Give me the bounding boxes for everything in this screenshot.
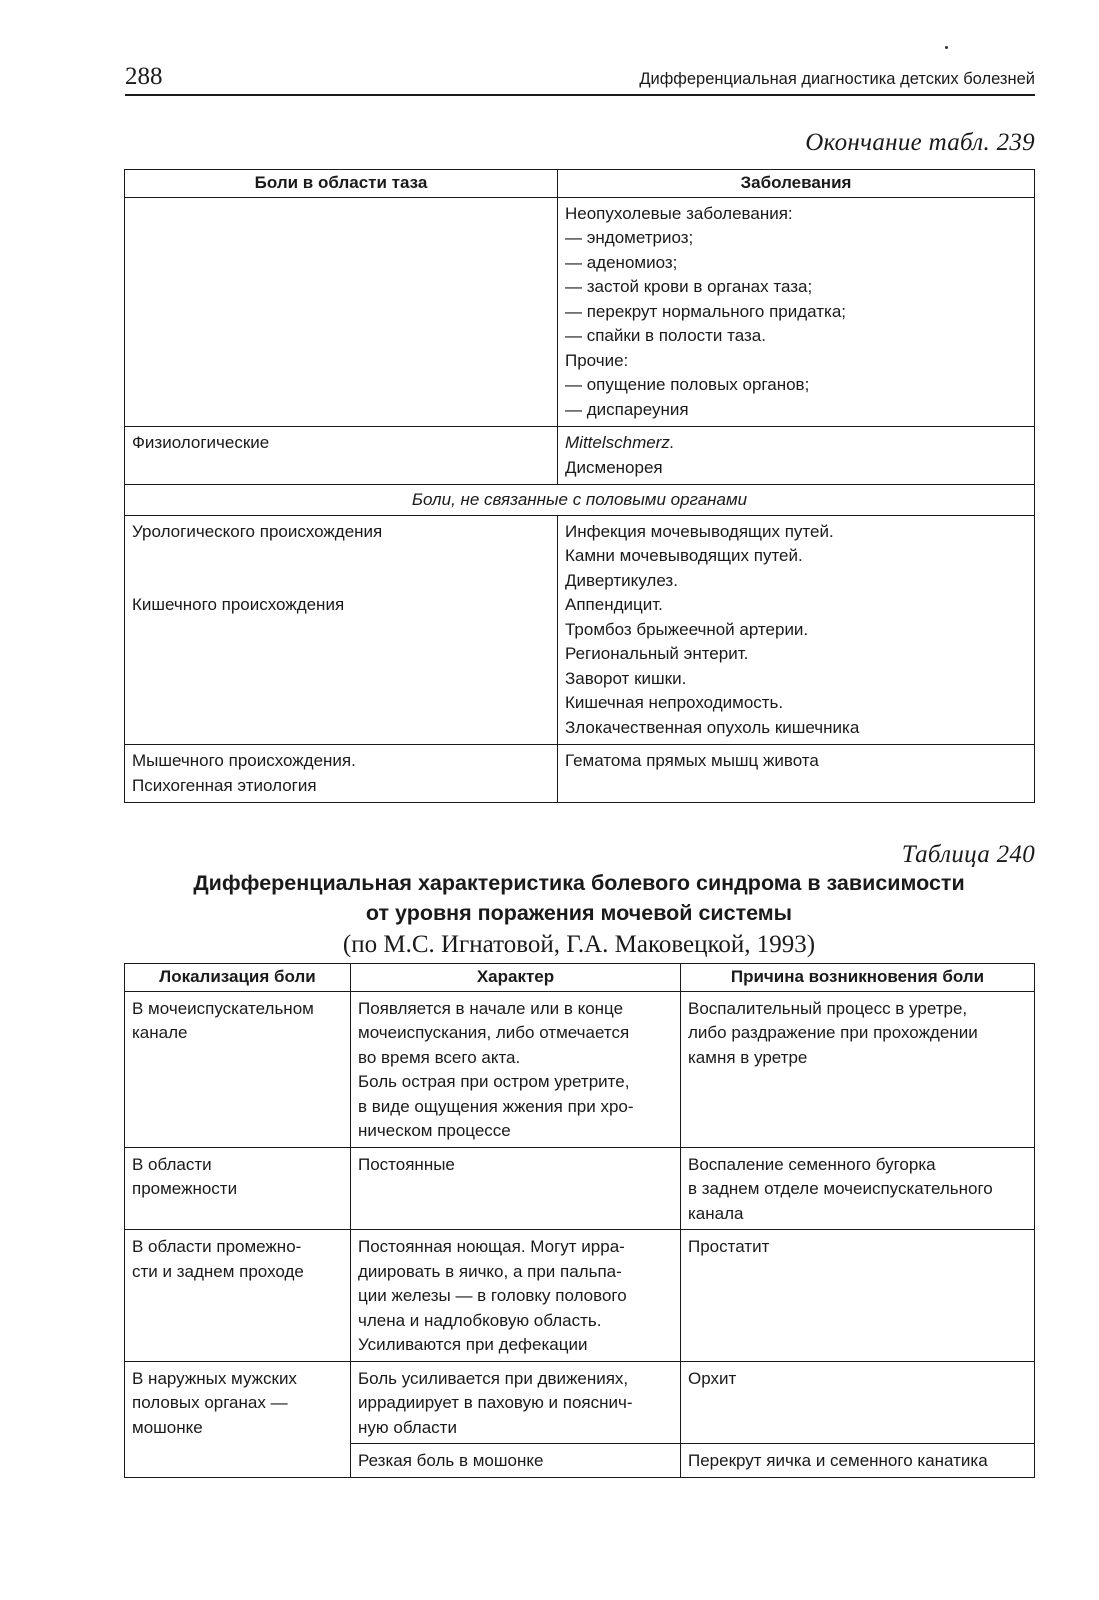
table-240-cell-character xyxy=(351,1147,681,1230)
title-line: Дифференциальная характеристика болевого синдрома в зависимости xyxy=(193,871,965,895)
table-239-header-diseases: Заболевания xyxy=(558,170,1035,198)
cell-line: Воспаление семенного бугорка xyxy=(688,1154,936,1174)
cell-line: Боль усиливается при движениях, xyxy=(358,1368,629,1388)
cell-line: — перекрут нормального придатка; xyxy=(565,301,846,321)
table-240-label: Таблица 240 xyxy=(901,841,1035,868)
table-240-cell-localization xyxy=(125,1361,351,1477)
table-239-row xyxy=(125,427,1035,485)
cell-line: Мышечного происхождения. xyxy=(132,751,356,770)
cell-line: канале xyxy=(132,1023,188,1042)
cell-line: Воспалительный процесс в уретре, xyxy=(688,998,968,1018)
cell-line: Дивертикулез. xyxy=(565,570,678,590)
cell-line: Перекрут яичка и семенного канатика xyxy=(688,1451,988,1470)
cell-line: Постоянные xyxy=(358,1154,455,1174)
table-239-continuation-label: Окончание табл. 239 xyxy=(805,129,1035,156)
cell-line: в виде ощущения жжения при хро- xyxy=(358,1096,634,1116)
table-240-row xyxy=(125,1147,1035,1230)
cell-line: канала xyxy=(688,1203,744,1223)
cell-line: Боль острая при остром уретрите, xyxy=(358,1072,630,1091)
cell-line: Постоянная ноющая. Могут ирра- xyxy=(358,1237,625,1256)
table-240-cell-localization xyxy=(125,991,351,1147)
cell-line: сти и заднем проходе xyxy=(132,1261,304,1281)
table-240-cell-cause xyxy=(681,1230,1035,1362)
cell-line: Психогенная этиология xyxy=(132,775,317,795)
table-239 xyxy=(124,169,1035,803)
table-240-row xyxy=(125,1230,1035,1362)
cell-line: ную области xyxy=(358,1417,457,1437)
cell-line: половых органах — xyxy=(132,1393,288,1412)
cell-line: иррадиирует в паховую и пояснич- xyxy=(358,1393,633,1412)
table-239-cell-diseases xyxy=(558,197,1035,427)
table-240 xyxy=(124,963,1035,1478)
table-240-cell-cause xyxy=(681,1444,1035,1478)
cell-line: В наружных мужских xyxy=(132,1368,297,1388)
table-240-cell-character xyxy=(351,1361,681,1444)
cell-line: члена и надлобковую область. xyxy=(358,1310,602,1330)
table-240-header-localization: Локализация боли xyxy=(125,964,351,992)
cell-line: Прочие: xyxy=(565,350,629,370)
cell-line: Резкая боль в мошонке xyxy=(358,1451,544,1470)
table-239-group-row xyxy=(125,485,1035,516)
cell-line: Камни мочевыводящих путей. xyxy=(565,546,803,565)
table-239-cell-category xyxy=(125,745,558,803)
table-240-cell-cause xyxy=(681,1361,1035,1444)
cell-line: Дисменорея xyxy=(565,457,663,477)
cell-line: мошонке xyxy=(132,1417,203,1437)
cell-line: во время всего акта. xyxy=(358,1047,521,1067)
table-240-row xyxy=(125,991,1035,1147)
table-239-cell-diseases xyxy=(558,427,1035,485)
table-239-row xyxy=(125,745,1035,803)
table-240-cell-cause xyxy=(681,991,1035,1147)
cell-line: — спайки в полости таза. xyxy=(565,326,766,345)
cell-line: ции железы — в головку полового xyxy=(358,1286,627,1305)
cell-line: Простатит xyxy=(688,1237,770,1256)
table-240-title xyxy=(124,868,1034,928)
cell-line: Неопухолевые заболевания: xyxy=(565,203,793,223)
cell-line: Инфекция мочевыводящих путей. xyxy=(565,521,834,541)
title-line: от уровня поражения мочевой системы xyxy=(365,901,793,925)
cell-line: — застой крови в органах таза; xyxy=(565,277,813,296)
cell-line: В мочеиспускательном xyxy=(132,998,314,1018)
cell-line: — диспареуния xyxy=(565,399,689,419)
table-239-header-row xyxy=(125,170,1035,198)
cell-line: либо раздражение при прохождении xyxy=(688,1023,978,1042)
table-240-header-cause: Причина возникновения боли xyxy=(681,964,1035,992)
cell-line: Гематома прямых мышц живота xyxy=(565,751,819,770)
table-240-cell-character xyxy=(351,1230,681,1362)
cell-line: — опущение половых органов; xyxy=(565,375,810,394)
table-239-cell-category xyxy=(125,515,558,745)
scan-speck xyxy=(945,46,948,49)
cell-line: Mittelschmerz. xyxy=(565,433,675,452)
cell-line: Урологического происхождения xyxy=(132,521,383,541)
table-239-header-pelvic-pain: Боли в области таза xyxy=(125,170,558,198)
page-number: 288 xyxy=(125,63,163,90)
cell-line: Усиливаются при дефекации xyxy=(358,1335,588,1354)
cell-spacer xyxy=(132,544,550,593)
running-title: Дифференциальная диагностика детских болезней xyxy=(639,70,1035,88)
table-239-cell-category xyxy=(125,427,558,485)
cell-line: Злокачественная опухоль кишечника xyxy=(565,717,860,737)
cell-line: Кишечного происхождения xyxy=(132,595,345,614)
cell-line: В области промежно- xyxy=(132,1237,302,1256)
table-239-cell-diseases xyxy=(558,515,1035,745)
table-240-source: (по М.С. Игнатовой, Г.А. Маковецкой, 1993) xyxy=(342,931,816,958)
cell-line: Тромбоз брыжеечной артерии. xyxy=(565,619,809,639)
cell-line: Появляется в начале или в конце xyxy=(358,998,624,1018)
table-240-header-character: Характер xyxy=(351,964,681,992)
table-240-cell-localization xyxy=(125,1230,351,1362)
table-240-cell-localization xyxy=(125,1147,351,1230)
table-240-cell-character xyxy=(351,991,681,1147)
cell-line: — аденомиоз; xyxy=(565,252,678,272)
cell-line: Физиологические xyxy=(132,433,270,452)
table-239-cell-empty xyxy=(125,197,558,427)
table-239-cell-diseases xyxy=(558,745,1035,803)
table-240-row xyxy=(125,1361,1035,1444)
table-240-cell-character xyxy=(351,1444,681,1478)
cell-line: промежности xyxy=(132,1179,238,1198)
cell-line: в заднем отделе мочеиспускательного xyxy=(688,1179,993,1198)
cell-line: ническом процессе xyxy=(358,1121,511,1140)
cell-line: Региональный энтерит. xyxy=(565,644,749,663)
cell-line: В области xyxy=(132,1154,212,1174)
table-239-row xyxy=(125,515,1035,745)
cell-line: мочеиспускания, либо отмечается xyxy=(358,1023,630,1042)
running-header xyxy=(125,62,1035,96)
table-240-header-row xyxy=(125,964,1035,992)
cell-line: Орхит xyxy=(688,1368,737,1388)
cell-line: — эндометриоз; xyxy=(565,228,694,247)
table-240-cell-cause xyxy=(681,1147,1035,1230)
table-239-group-heading: Боли, не связанные с половыми органами xyxy=(125,485,1035,516)
cell-line: диировать в яичко, а при пальпа- xyxy=(358,1261,622,1281)
cell-line: камня в уретре xyxy=(688,1047,808,1067)
cell-line: Кишечная непроходимость. xyxy=(565,693,784,712)
cell-line: Аппендицит. xyxy=(565,595,663,614)
table-239-row xyxy=(125,197,1035,427)
cell-line: Заворот кишки. xyxy=(565,668,687,688)
